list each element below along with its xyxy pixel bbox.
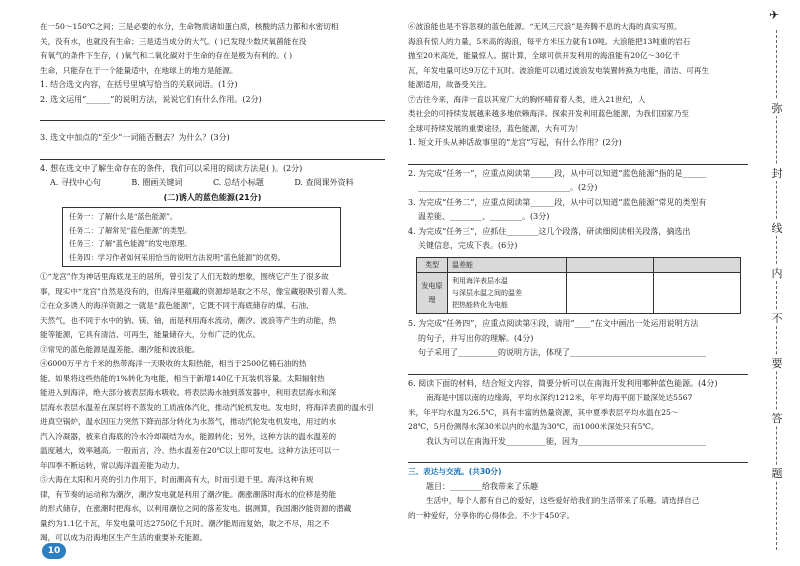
answer-line[interactable] bbox=[40, 146, 385, 160]
essay-title: 题目：________给我带来了乐趣 bbox=[426, 481, 538, 491]
passage-line: 海浪有惊人的力量，5米高的海浪，每平方米压力就有10吨。大浪能把13吨重的岩石 bbox=[408, 36, 691, 46]
material-line: 米，年平均水温为26.5℃，具有丰富的热量资源，其中夏季表层平均水温在25～ bbox=[408, 407, 679, 417]
table-header-type: 类型 bbox=[417, 257, 448, 273]
seal-char: 线 bbox=[767, 220, 787, 236]
question-2: 2. 选文运用“______”的说明方法，说说它们有什么作用。(2分) bbox=[40, 94, 262, 104]
passage-line: 竭，可以成为沿海地区生产生活的重要补充能源。 bbox=[40, 533, 208, 542]
seal-char: 不 bbox=[767, 310, 787, 326]
task-item: 任务四：学习作者如何采用恰当的说明方法说明“蓝色能源”的优势。 bbox=[69, 252, 285, 262]
passage-line: 瓦，年发电量可达9万亿千瓦时。波浪能可以通过波浪发电装置转换为电能，清洁、可再生 bbox=[408, 65, 709, 75]
passage-line: ⑥波浪能也是不容忽视的蓝色能源。“无风三尺浪”是奔腾不息的大海的真实写照。 bbox=[408, 22, 682, 31]
essay-prompt: 的一种爱好，分享你的心得体会。不少于450字。 bbox=[408, 510, 575, 520]
seal-char: 题 bbox=[767, 465, 787, 481]
task-item: 任务二：了解常见“蓝色能源”的类型。 bbox=[69, 225, 192, 235]
passage-line: ①“龙宫”作为神话里海底龙王的居所，曾引发了人们无数的想象，围绕它产生了很多故 bbox=[40, 272, 329, 281]
question-5-cont: 的句子，并写出你的理解。(4分) bbox=[418, 333, 534, 343]
passage-line: ⑤大海在太阳和月亮的引力作用下，时而潮高有大，时而引退千里。海洋这种有规 bbox=[40, 475, 314, 484]
answer-table bbox=[416, 257, 741, 315]
table-cell[interactable] bbox=[654, 257, 741, 273]
passage-line: ④6000万平方千米的热带海洋一天吸收的太阳热能，相当于2500亿桶石油的热 bbox=[40, 359, 307, 368]
passage-line: 汽入冷凝器，被来自海底的冷水冷却凝结为水，能源转化；另外，这种方法的温水温差的 bbox=[40, 431, 337, 441]
left-column bbox=[40, 20, 385, 546]
task-item: 任务三：了解“蓝色能源”的发电原理。 bbox=[69, 239, 192, 248]
passage-line: ⑦古往今来，海洋一直以其宽广大的胸怀哺育着人类，进入21世纪，人 bbox=[408, 94, 646, 104]
page-number: 10 bbox=[42, 543, 66, 559]
task-box bbox=[62, 207, 341, 267]
option-d[interactable]: D. 查阅课外资料 bbox=[294, 178, 354, 187]
passage-line: 能进入到海洋，绝大部分被表层海水吸收。将表层海水抽到蒸发器中，利用表层海水和深 bbox=[40, 388, 337, 397]
seal-char: 答 bbox=[767, 410, 787, 426]
answer-line[interactable] bbox=[408, 449, 748, 463]
passage-line: 有氧气的条件下生存，( )氧气和二氧化碳对于生命的存在是极为有利的。( ) bbox=[40, 51, 293, 60]
material-line: 28℃，5月份测得水深30米以内的水温为30℃，而1000米深处只有5℃。 bbox=[408, 422, 659, 431]
passage-line: 量约为1.1亿千瓦，年发电量可达2750亿千瓦时。潮汐能周而复始，取之不尽，用之不 bbox=[40, 518, 330, 528]
table-header-principle: 发电原理 bbox=[417, 273, 448, 314]
passage-line: 事，现实中“龙宫”自然是没有的，但海洋里蕴藏的资源却是取之不尽，像宝藏般吸引着人类。 bbox=[40, 286, 352, 296]
right-column bbox=[408, 20, 748, 523]
section-title: (二)诱人的蓝色能源(21分) bbox=[163, 192, 262, 202]
passage-line: 律，有节奏的运动称为潮汐，潮汐发电就是利用了潮汐能。潮涨潮落时海水的位移是势能 bbox=[40, 489, 337, 499]
question-6: 6. 阅读下面的材料，结合短文内容，简要分析可以在南海开发利用哪种蓝色能源。(4分) bbox=[408, 378, 718, 388]
table-cell-text: 与深层水温之间的温差 bbox=[452, 289, 522, 297]
passage-line: 天然气，也不同于水中的钠、镁、铀，而是利用海水流动，潮汐、波浪等产生的动能，热 bbox=[40, 315, 337, 325]
question-5-answer: 句子采用了__________的说明方法，体现了__________________________________ bbox=[418, 348, 706, 357]
table-cell[interactable] bbox=[567, 257, 654, 273]
section-3-title: 三、表达与交流。(共30分) bbox=[408, 467, 502, 476]
question-2: 2. 为完成“任务一”，应重点阅读第______段，从中可以知道“蓝色能源”指的是______ bbox=[408, 168, 707, 178]
question-6-answer: 我认为可以在南海开发__________能，因为________________________________ bbox=[426, 436, 706, 446]
table-cell[interactable] bbox=[567, 273, 654, 314]
answer-line[interactable] bbox=[40, 123, 385, 129]
passage-line: 年四季不断运转，常以海洋温差能为动力。 bbox=[40, 460, 185, 470]
table-cell-text: 利用海洋表层水温 bbox=[452, 277, 508, 285]
table-cell[interactable] bbox=[654, 273, 741, 314]
task-item: 任务一：了解什么是“蓝色能源”。 bbox=[69, 212, 177, 221]
passage-line: ③常见的蓝色能源是温差能、潮汐能和波浪能。 bbox=[40, 344, 200, 354]
material-line: 南海是中国以南的边缘海，平均水深约1212米，年平均海平面下最深处达5567 bbox=[426, 393, 693, 402]
passage-line: 的形式储存，在涨潮时把海水，以利用潮位之间的落差发电。据测算，我国潮汐能资源的潜藏 bbox=[40, 504, 352, 513]
question-4-cont: 关键信息，完成下表。(6分) bbox=[418, 241, 518, 250]
question-3: 3. 为完成“任务二”，应重点阅读第______段，从中可以知道“蓝色能源”常见的类型有 bbox=[408, 197, 707, 207]
passage-line: 进真空锅炉，温水因压力突然下降而部分转化为水蒸气，推动汽轮发电机发电，用过的水 bbox=[40, 417, 337, 426]
passage-line: 在一50～150℃之间；三是必要的水分，生命物质诸如蛋白质，核酸的活力都和水密切相 bbox=[40, 22, 339, 31]
question-1: 1. 短文开头从神话故事里的“龙宫”写起，有什么作用？(2分) bbox=[408, 138, 622, 147]
seal-char: 弥 bbox=[767, 100, 787, 116]
question-4: 4. 想在选文中了解生命存在的条件，我们可以采用的阅读方法是( )。(2分) bbox=[40, 163, 303, 173]
passage-line: ②在众多诱人的海洋资源之一就是“蓝色能源”，它既不同于海底储存的煤、石油、 bbox=[40, 301, 314, 310]
passage-line: 层海水表层水温差在深层将不蒸发的工质液体汽化，推动汽轮机发电。发电时，将海洋表面的温水引 bbox=[40, 402, 375, 412]
rocket-icon: ✈ bbox=[769, 8, 780, 22]
question-3: 3. 选文中加点的“至少”一词能否删去？为什么？(3分) bbox=[40, 133, 230, 142]
question-5: 5. 为完成“任务四”，应重点阅读第④段，请用“____”在文中画出一处运用说明方法 bbox=[408, 319, 699, 328]
question-3-cont: 温差能、________、________。(3分) bbox=[418, 212, 550, 221]
table-cell bbox=[448, 273, 567, 314]
option-a[interactable]: A. 寻找中心句 bbox=[50, 178, 101, 187]
passage-line: 能。如果将这些热能的1%转化为电能，相当于新增140亿千瓦装机容量。太阳辐射热 bbox=[40, 373, 325, 383]
answer-line[interactable] bbox=[408, 151, 748, 165]
essay-prompt: 生活中，每个人都有自己的爱好，这些爱好给我们的生活带来了乐趣。请选择自己 bbox=[426, 496, 700, 505]
passage-line: 生命，只能存在于一个能量适中，在地球上的地方是能源。 bbox=[40, 65, 238, 75]
seal-line-margin bbox=[762, 0, 800, 566]
table-cell-text: 把热能转化为电能 bbox=[452, 301, 508, 309]
answer-line[interactable] bbox=[40, 107, 385, 121]
passage-line: 能源适用，故备受关注。 bbox=[408, 80, 492, 89]
passage-line: 类社会的可持续发展越来越多地依赖海洋。探索开发利用蓝色能源，为我们国家乃至 bbox=[408, 109, 689, 118]
question-1: 1. 结合选文内容，在括号里填写恰当的关联词语。(1分) bbox=[40, 80, 238, 89]
passage-line: 关，没有水，也就没有生命；三是适当成分的大气。( )已发现少数厌氧菌能在没 bbox=[40, 36, 307, 46]
option-c[interactable]: C. 总结小标题 bbox=[212, 178, 264, 187]
question-2-cont: ______________________________________。(2分) bbox=[418, 183, 598, 192]
seal-char: 封 bbox=[767, 165, 787, 181]
answer-line[interactable] bbox=[408, 361, 748, 375]
passage-line: 温度越大，效率越高。一般而言，冷、热水温差在20℃以上即可发电。这种方法还可以一 bbox=[40, 446, 340, 455]
question-4-options bbox=[40, 176, 385, 191]
seal-char: 要 bbox=[767, 355, 787, 371]
seal-char: 内 bbox=[767, 265, 787, 281]
passage-line: 抛至20米高处，能量惊人。据计算，全球可供开发利用的海浪能有20亿～30亿千 bbox=[408, 51, 680, 60]
table-cell: 温差能 bbox=[448, 257, 567, 273]
option-b[interactable]: B. 圈画关键词 bbox=[131, 178, 183, 187]
question-4: 4. 为完成“任务三”，应抓住________这几个段落，研读细阅读相关段落，摘选出 bbox=[408, 226, 691, 236]
passage-line: 全球可持续发展的重要途径，蓝色能源，大有可为！ bbox=[408, 123, 583, 133]
passage-line: 能等能源，它具有清洁、可再生，能量储存大，分布广泛的优点。 bbox=[40, 330, 261, 339]
